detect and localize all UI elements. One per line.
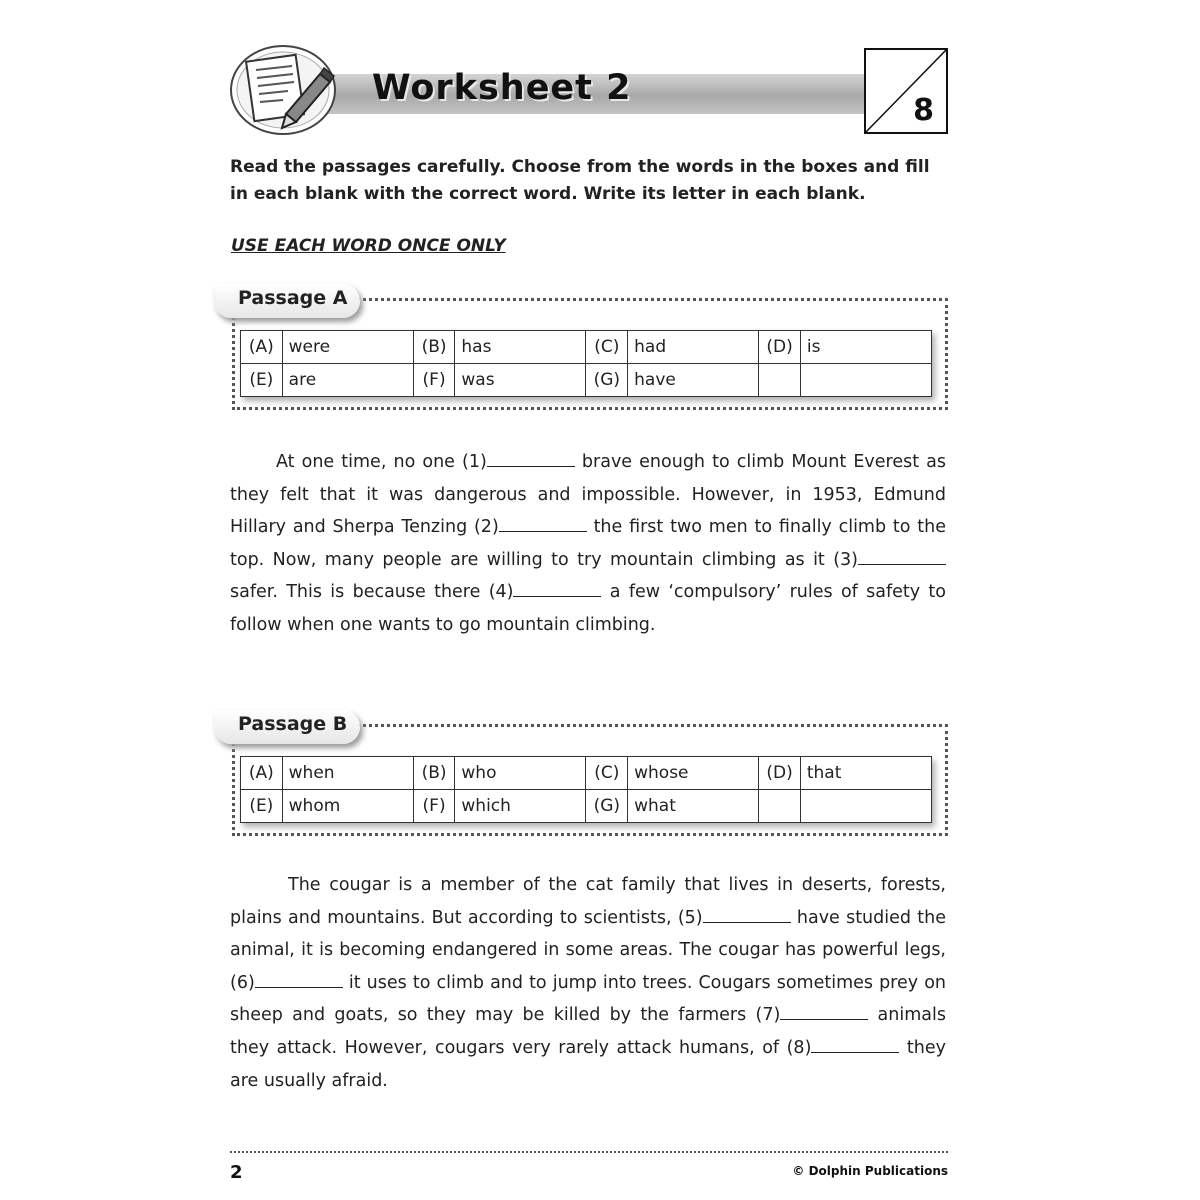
option-word: are: [282, 364, 413, 397]
option-word: has: [455, 331, 586, 364]
answer-blank-4[interactable]: [513, 582, 601, 597]
answer-blank-8[interactable]: [811, 1038, 899, 1053]
option-word: have: [628, 364, 759, 397]
option-letter: (B): [413, 757, 455, 790]
instructions-text: Read the passages carefully. Choose from the words in the boxes and fill in each blank with the correct word. Write its letter in each blank.: [230, 157, 930, 204]
answer-blank-1[interactable]: [487, 452, 575, 467]
option-letter: (A): [241, 757, 283, 790]
passage-b-tab: [214, 710, 360, 744]
option-letter: [759, 790, 801, 823]
answer-blank-6[interactable]: [255, 973, 343, 988]
passage-a-word-box: [214, 284, 948, 424]
passage-b-label: Passage B: [238, 713, 348, 735]
option-letter: (F): [413, 790, 455, 823]
publisher-credit: © Dolphin Publications: [792, 1164, 948, 1178]
option-word: that: [800, 757, 931, 790]
option-letter: (D): [759, 331, 801, 364]
pencil-paper-icon: [228, 44, 338, 138]
worksheet-title: Worksheet 2: [372, 68, 632, 108]
option-word: is: [800, 331, 931, 364]
passage-text-segment: safer. This is because there (4): [230, 582, 514, 603]
option-letter: (E): [241, 790, 283, 823]
option-letter: (E): [241, 364, 283, 397]
option-letter: (C): [586, 757, 628, 790]
score-box: [864, 48, 948, 134]
footer-divider: [230, 1151, 948, 1153]
use-once-note: USE EACH WORD ONCE ONLY: [231, 236, 506, 256]
worksheet-header: [228, 44, 948, 144]
table-row: [241, 331, 932, 364]
table-row: [241, 757, 932, 790]
diagonal-line-icon: [866, 50, 946, 132]
table-row: [241, 364, 932, 397]
option-letter: (C): [586, 331, 628, 364]
option-word: was: [455, 364, 586, 397]
total-score: 8: [913, 93, 934, 128]
passage-text-segment: The cougar is a member of the cat family that lives in deserts, forests, plains and mountains. But according to scientists, (5): [230, 875, 946, 928]
option-word: what: [628, 790, 759, 823]
option-letter: (G): [586, 790, 628, 823]
passage-text-segment: the first two men to finally climb to the top. Now, many people are willing to try mountain climbing as it (3): [230, 517, 946, 570]
option-letter: (D): [759, 757, 801, 790]
option-letter: (B): [413, 331, 455, 364]
option-word: which: [455, 790, 586, 823]
passage-text-segment: animals they attack. However, cougars very rarely attack humans, of (8): [230, 1005, 946, 1058]
passage-text-segment: At one time, no one (1): [276, 452, 487, 472]
option-word: were: [282, 331, 413, 364]
option-word: [800, 790, 931, 823]
answer-blank-5[interactable]: [703, 908, 791, 923]
passage-b-word-table: [240, 756, 932, 823]
passage-b-text: [230, 869, 946, 1097]
option-word: who: [455, 757, 586, 790]
passage-a-tab: [214, 284, 360, 318]
option-letter: (G): [586, 364, 628, 397]
answer-blank-7[interactable]: [780, 1005, 868, 1020]
passage-a-text: [230, 446, 946, 642]
option-word: had: [628, 331, 759, 364]
option-word: when: [282, 757, 413, 790]
option-word: [800, 364, 931, 397]
answer-blank-2[interactable]: [499, 517, 587, 532]
table-row: [241, 790, 932, 823]
passage-text-segment: brave enough to climb Mount Everest as they felt that it was dangerous and impossible. However, in 1953, Edmund Hillary and Sherpa Tenzing (2): [230, 452, 946, 538]
option-letter: (A): [241, 331, 283, 364]
passage-text-segment: a few ‘compulsory’ rules of safety to follow when one wants to go mountain climbing.: [230, 582, 946, 635]
passage-text-segment: they are usually afraid.: [230, 1037, 947, 1091]
answer-blank-3[interactable]: [858, 550, 946, 565]
passage-a-label: Passage A: [238, 287, 348, 309]
page-number: 2: [230, 1162, 243, 1183]
passage-b-word-box: [214, 710, 948, 850]
option-word: whom: [282, 790, 413, 823]
passage-a-word-table: [240, 330, 932, 397]
option-letter: (F): [413, 364, 455, 397]
passage-text-segment: it uses to climb and to jump into trees. Cougars sometimes prey on sheep and goats, so they may be killed by the farmers (7): [230, 972, 946, 1026]
option-letter: [759, 364, 801, 397]
passage-text-segment: have studied the animal, it is becoming endangered in some areas. The cougar has powerful legs, (6): [230, 907, 946, 993]
option-word: whose: [628, 757, 759, 790]
